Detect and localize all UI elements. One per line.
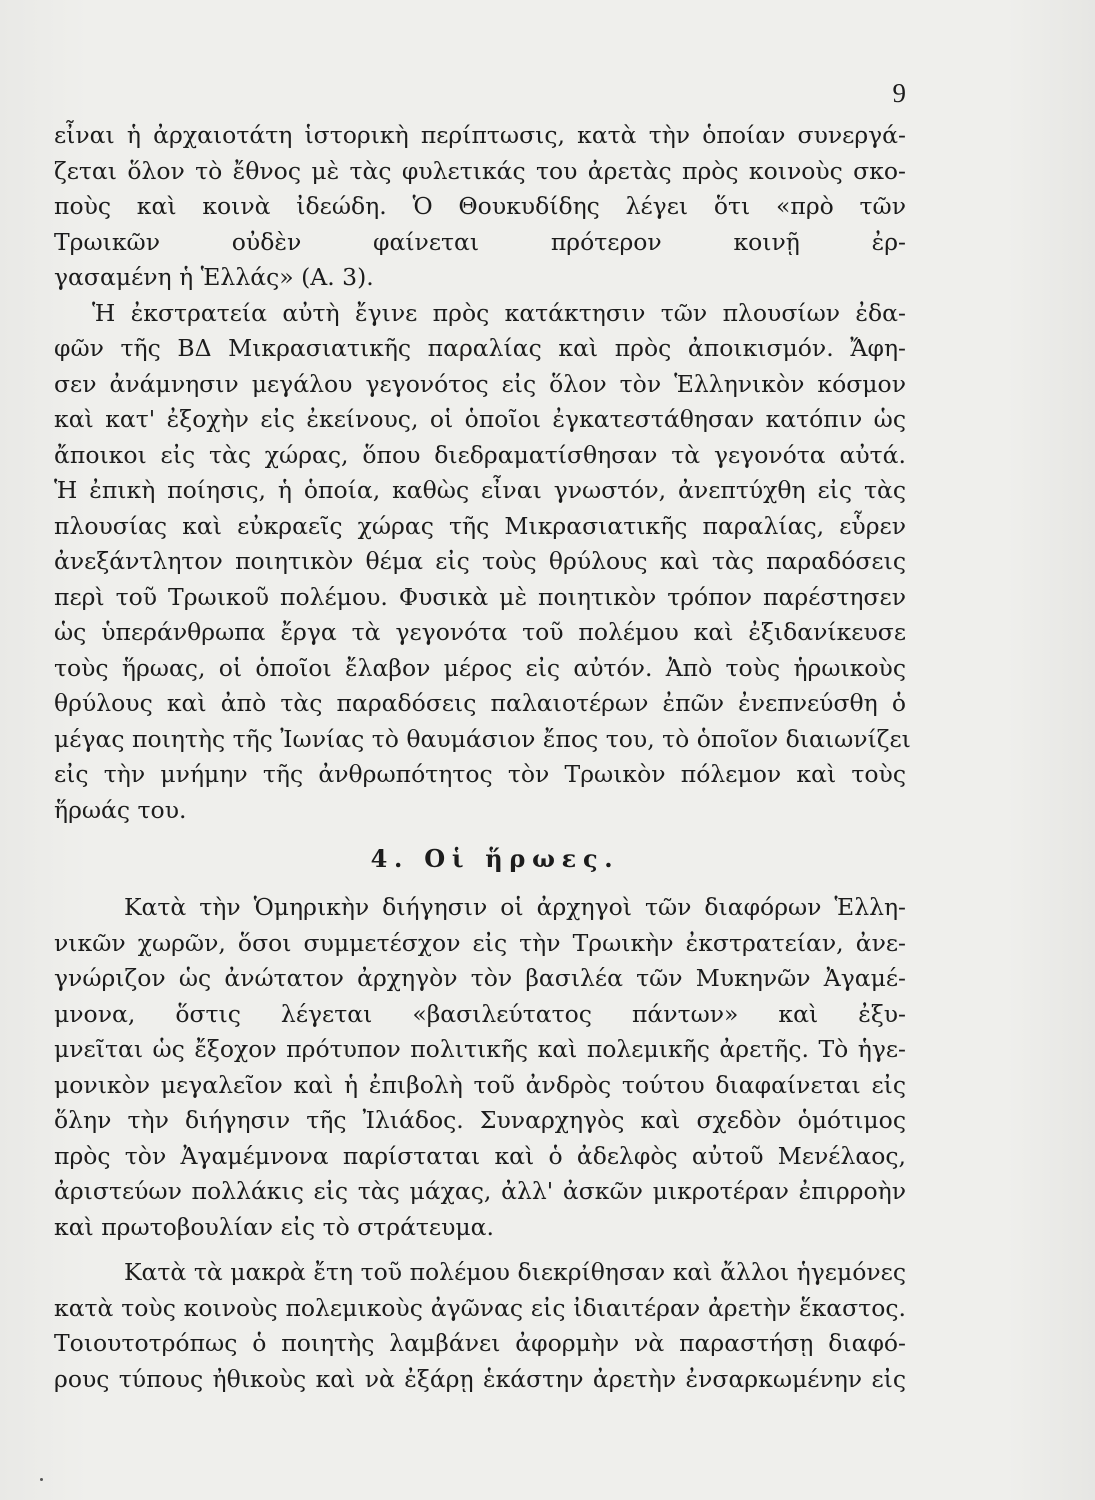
text-line: ἄποικοι εἰς τὰς χώρας, ὅπου διεδραματίσθησαν τὰ γεγονότα αὐτά.	[54, 440, 906, 469]
text-line: ἀνεξάντλητον ποιητικὸν θέμα εἰς τοὺς θρύλους καὶ τὰς παραδόσεις	[54, 547, 906, 575]
text-line: Τοιουτοτρόπως ὁ ποιητὴς λαμβάνει ἀφορμὴν νὰ παραστήσῃ διαφό-	[54, 1329, 906, 1357]
text-line: μνεῖται ὡς ἔξοχον πρότυπον πολιτικῆς καὶ πολεμικῆς ἀρετῆς. Τὸ ἡγε-	[54, 1035, 906, 1063]
text-line: μέγας ποιητὴς τῆς Ἰωνίας τὸ θαυμάσιον ἔπος του, τὸ ὁποῖον διαιωνίζει	[54, 724, 911, 753]
text-line: μνονα, ὅστις λέγεται «βασιλεύτατος πάντων» καὶ ἐξυ-	[54, 999, 906, 1028]
text-line: φῶν τῆς ΒΔ Μικρασιατικῆς παραλίας καὶ πρὸς ἀποικισμόν. Ἄφη-	[54, 334, 906, 362]
text-line: καὶ πρωτοβουλίαν εἰς τὸ στράτευμα.	[54, 1212, 495, 1241]
paragraph-3	[54, 890, 906, 1245]
text-line: Ἡ ἐπικὴ ποίησις, ἡ ὁποία, καθὼς εἶναι γνωστόν, ἀνεπτύχθη εἰς τὰς	[54, 476, 906, 504]
text-line: γασαμένη ἡ Ἑλλάς» (Α. 3).	[54, 263, 374, 291]
text-line: Τρωικῶν οὐδὲν φαίνεται πρότερον κοινῇ ἐρ-	[54, 227, 906, 256]
text-line: καὶ κατ' ἐξοχὴν εἰς ἐκείνους, οἱ ὁποῖοι ἐγκατεστάθησαν κατόπιν ὡς	[54, 405, 906, 433]
paragraph-1	[54, 118, 906, 296]
text-line: θρύλους καὶ ἀπὸ τὰς παραδόσεις παλαιοτέρων ἐπῶν ἐνεπνεύσθη ὁ	[54, 689, 906, 717]
body-text	[54, 118, 911, 1397]
section-heading: 4. Οἱ ἥρωες.	[370, 844, 620, 873]
text-line: μονικὸν μεγαλεῖον καὶ ἡ ἐπιβολὴ τοῦ ἀνδρὸς τούτου διαφαίνεται εἰς	[54, 1070, 906, 1099]
text-line: εἶναι ἡ ἀρχαιοτάτη ἱστορικὴ περίπτωσις, κατὰ τὴν ὁποίαν συνεργά-	[54, 121, 906, 149]
text-line: Κατὰ τὴν Ὁμηρικὴν διήγησιν οἱ ἀρχηγοὶ τῶν διαφόρων Ἑλλη-	[124, 893, 906, 921]
text-line: νικῶν χωρῶν, ὅσοι συμμετέσχον εἰς τὴν Τρωικὴν ἐκστρατείαν, ἀνε-	[54, 928, 906, 957]
text-line: ζεται ὅλον τὸ ἔθνος μὲ τὰς φυλετικάς του ἀρετὰς πρὸς κοινοὺς σκο-	[54, 156, 906, 185]
text-line: πλουσίας καὶ εὐκραεῖς χώρας τῆς Μικρασιατικῆς παραλίας, εὗρεν	[54, 511, 906, 540]
text-line: ρους τύπους ἠθικοὺς καὶ νὰ ἐξάρῃ ἑκάστην ἀρετὴν ἐνσαρκωμένην εἰς	[54, 1364, 906, 1393]
text-line: κατὰ τοὺς κοινοὺς πολεμικοὺς ἀγῶνας εἰς ἰδιαιτέραν ἀρετὴν ἕκαστος.	[54, 1293, 906, 1322]
text-line: γνώριζον ὡς ἀνώτατον ἀρχηγὸν τὸν βασιλέα τῶν Μυκηνῶν Ἀγαμέ-	[54, 964, 906, 992]
text-line: Κατὰ τὰ μακρὰ ἔτη τοῦ πολέμου διεκρίθησαν καὶ ἄλλοι ἡγεμόνες	[124, 1258, 906, 1286]
text-line: ποὺς καὶ κοινὰ ἰδεώδη. Ὁ Θουκυδίδης λέγει ὅτι «πρὸ τῶν	[54, 192, 906, 220]
text-line: τοὺς ἥρωας, οἱ ὁποῖοι ἔλαβον μέρος εἰς αὐτόν. Ἀπὸ τοὺς ἡρωικοὺς	[54, 653, 906, 682]
page-number: 9	[892, 78, 906, 108]
margin-speck	[40, 1478, 43, 1481]
text-line: ἀριστεύων πολλάκις εἰς τὰς μάχας, ἀλλ' ἀσκῶν μικροτέραν ἐπιρροὴν	[54, 1177, 906, 1205]
text-line: εἰς τὴν μνήμην τῆς ἀνθρωπότητος τὸν Τρωικὸν πόλεμον καὶ τοὺς	[54, 760, 906, 788]
paragraph-2	[54, 296, 911, 829]
text-line: σεν ἀνάμνησιν μεγάλου γεγονότος εἰς ὅλον τὸν Ἑλληνικὸν κόσμον	[54, 369, 906, 398]
text-line: πρὸς τὸν Ἀγαμέμνονα παρίσταται καὶ ὁ ἀδελφὸς αὐτοῦ Μενέλαος,	[54, 1141, 906, 1170]
text-line: ὅλην τὴν διήγησιν τῆς Ἰλιάδος. Συναρχηγὸς καὶ σχεδὸν ὁμότιμος	[54, 1106, 906, 1134]
text-line: ὡς ὑπεράνθρωπα ἔργα τὰ γεγονότα τοῦ πολέμου καὶ ἐξιδανίκευσε	[54, 618, 906, 646]
text-line: ἥρωάς του.	[54, 795, 187, 824]
text-line: περὶ τοῦ Τρωικοῦ πολέμου. Φυσικὰ μὲ ποιητικὸν τρόπον παρέστησεν	[54, 582, 906, 611]
paragraph-4	[54, 1255, 906, 1397]
text-line: Ἡ ἐκστρατεία αὐτὴ ἔγινε πρὸς κατάκτησιν τῶν πλουσίων ἐδα-	[92, 298, 906, 327]
